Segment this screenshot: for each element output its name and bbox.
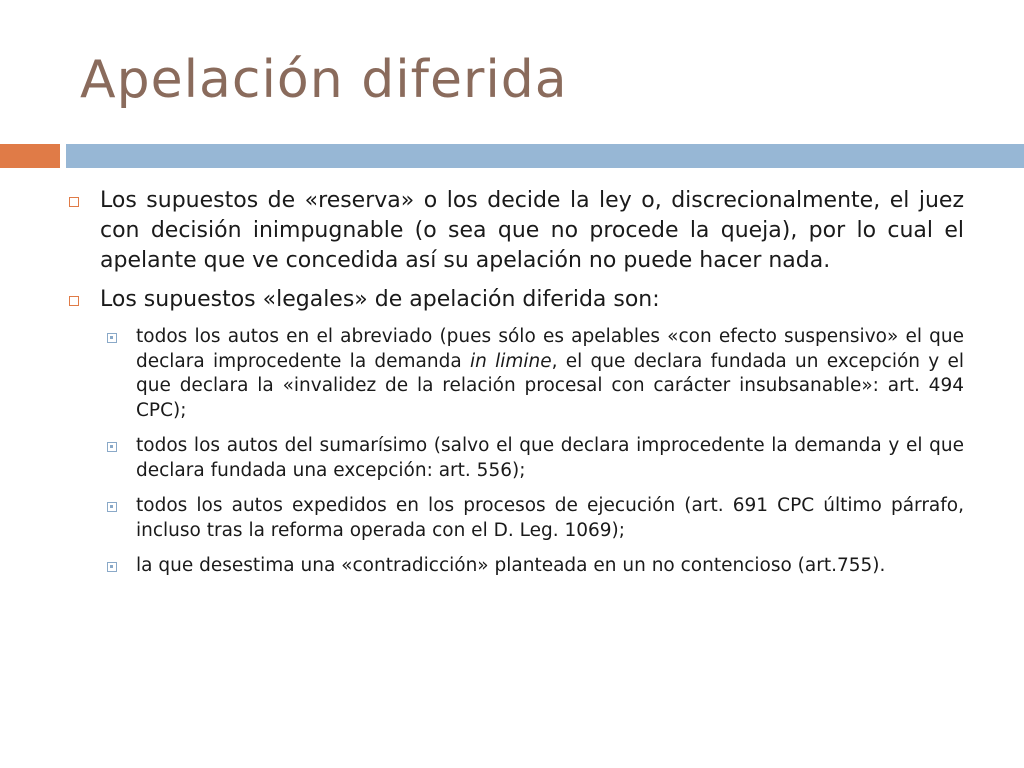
sub-bullet-text: todos los autos expedidos en los procesos de ejecución (art. 691 CPC último párrafo, incluso tras la reforma operada con el D. Leg. 1069); xyxy=(136,495,964,541)
square-outline-icon xyxy=(69,197,79,207)
square-bullet-icon xyxy=(107,562,117,572)
sub-bullet-text: todos los autos en el abreviado (pues sólo es apelables «con efecto suspensivo» el que declara improcedente la demanda in limine, el que declara fundada un excepción y el que declara la «invalidez de la relación procesal con carácter insubsanable»: art. 494 CPC); xyxy=(136,326,965,421)
bullet-item-reserva xyxy=(64,186,964,276)
sub-bullet-text: la que desestima una «contradicción» planteada en un no contencioso (art.755). xyxy=(136,555,886,576)
sub-bullet-item-sumarisimo xyxy=(100,434,964,483)
slide-content xyxy=(64,186,964,590)
sub-bullet-item-contradiccion xyxy=(100,554,964,579)
square-bullet-icon xyxy=(107,333,117,343)
sub-bullet-list xyxy=(100,325,964,579)
bullet-text: Los supuestos «legales» de apelación diferida son: xyxy=(100,287,660,312)
accent-bar-blue xyxy=(66,144,1024,168)
bullet-text: Los supuestos de «reserva» o los decide la ley o, discrecionalmente, el juez con decisión inimpugnable (o sea que no procede la queja), por lo cual el apelante que ve concedida así su apelación no puede hacer nada. xyxy=(100,188,964,273)
sub-bullet-item-abreviado xyxy=(100,325,964,423)
square-bullet-icon xyxy=(107,442,117,452)
slide-title: Apelación diferida xyxy=(80,50,568,110)
sub-bullet-item-ejecucion xyxy=(100,494,964,543)
bullet-item-legales xyxy=(64,285,964,579)
accent-bar-orange xyxy=(0,144,60,168)
square-bullet-icon xyxy=(107,502,117,512)
square-outline-icon xyxy=(69,296,79,306)
bullet-list xyxy=(64,186,964,579)
sub-bullet-text: todos los autos del sumarísimo (salvo el que declara improcedente la demanda y el que declara fundada una excepción: art. 556); xyxy=(136,435,964,481)
italic-term: in limine xyxy=(469,350,552,372)
